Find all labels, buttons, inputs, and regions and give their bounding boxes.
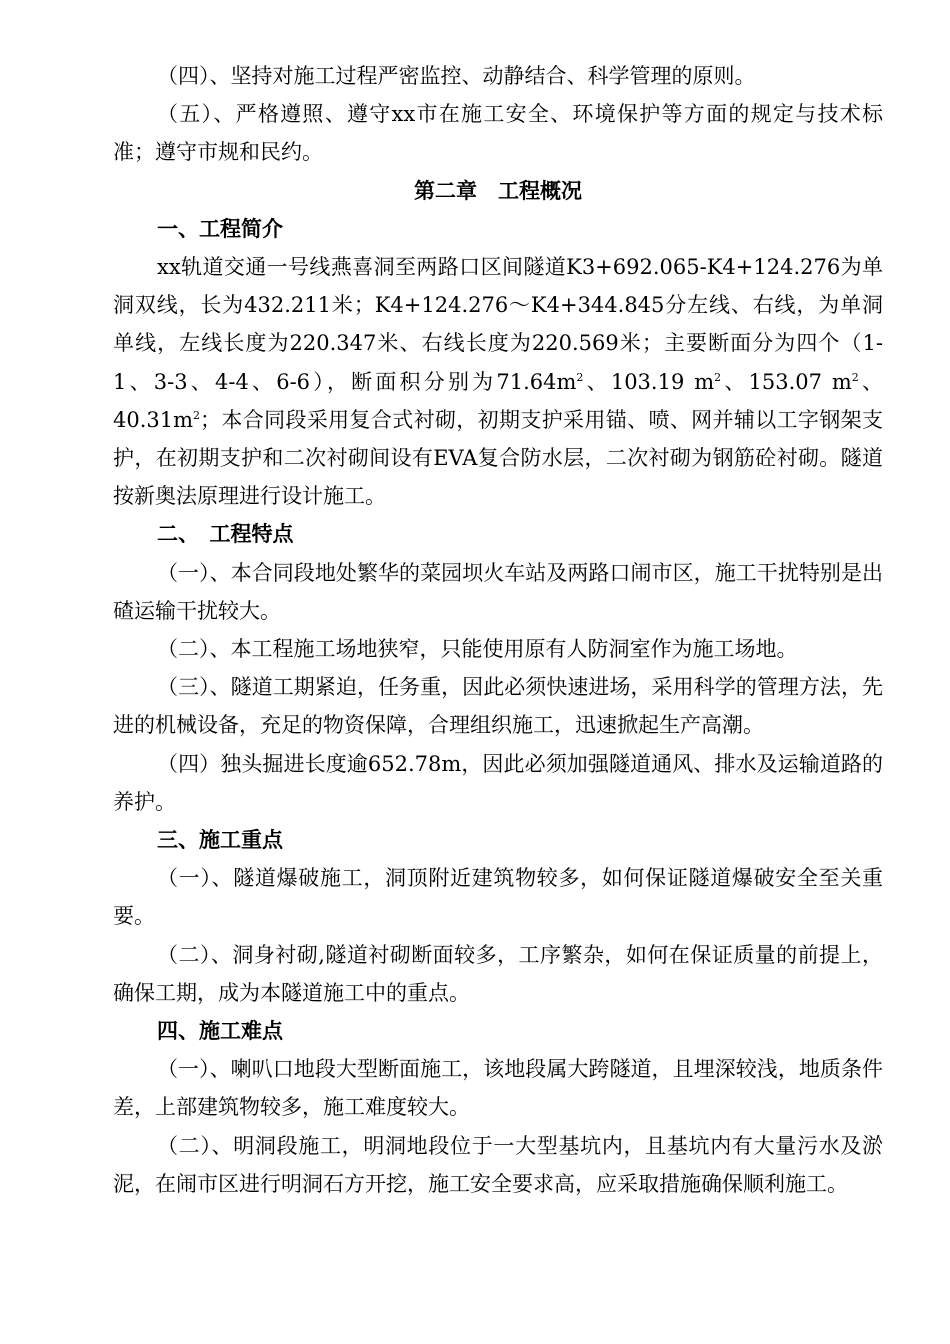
principle-4: （四）、坚持对施工过程严密监控、动静结合、科学管理的原则。 <box>157 64 756 88</box>
difficulty-item: （二）、明洞段施工，明洞地段位于一大型基坑内，且基坑内有大量污水及淤泥，在闹市区进行明洞石方开挖，施工安全要求高，应采取措施确保顺利施工。 <box>113 1133 883 1196</box>
feature-item: （四）独头掘进长度逾652.78m，因此必须加强隧道通风、排水及运输道路的养护。 <box>113 751 883 814</box>
feature-item: （三）、隧道工期紧迫，任务重，因此必须快速进场，采用科学的管理方法，先进的机械设备，充足的物资保障，合理组织施工，迅速掀起生产高潮。 <box>113 675 883 738</box>
feature-item: （一）、本合同段地处繁华的菜园坝火车站及两路口闹市区，施工干扰特别是出碴运输干扰较大。 <box>113 560 883 623</box>
section-heading-features: 二、 工程特点 <box>157 521 294 547</box>
key-point-item: （一）、隧道爆破施工，洞顶附近建筑物较多，如何保证隧道爆破安全至关重要。 <box>113 866 883 929</box>
section-heading-key-points: 三、施工重点 <box>157 827 283 853</box>
feature-item: （二）、本工程施工场地狭窄，只能使用原有人防洞室作为施工场地。 <box>157 637 798 662</box>
principle-5: （五）、严格遵照、遵守xx市在施工安全、环境保护等方面的规定与技术标准；遵守市规和民约。 <box>113 102 883 165</box>
section-heading-difficulties: 四、施工难点 <box>157 1018 283 1044</box>
key-point-item: （二）、洞身衬砌,隧道衬砌断面较多，工序繁杂，如何在保证质量的前提上，确保工期，成为本隧道施工中的重点。 <box>113 942 883 1005</box>
overview-paragraph: xx轨道交通一号线燕喜洞至两路口区间隧道K3+692.065-K4+124.276为单洞双线，长为432.211米；K4+124.276～K4+344.845分左线、右线，为单洞单线，左线长度为220.347米、右线长度为220.569米；主要断面分为四个（1-1、3-3、4-4、6-6），断面积分别为$71.64m^2$、103.19 $m^2$、153.07 $m^2$、$40.31m^2$；本合同段采用复合式衬砌，初期支护采用锚、喷、网并辅以工字钢架支护，在初期支护和二次衬砌间设有EVA复合防水层，二次衬砌为钢筋砼衬砌。隧道按新奥法原理进行设计施工。 <box>113 255 884 509</box>
difficulty-item: （一）、喇叭口地段大型断面施工，该地段属大跨隧道，且埋深较浅，地质条件差，上部建筑物较多，施工难度较大。 <box>113 1057 883 1120</box>
chapter-title: 第二章 工程概况 <box>414 177 582 203</box>
document-page <box>113 57 883 1203</box>
section-heading-overview: 一、工程简介 <box>157 215 283 241</box>
